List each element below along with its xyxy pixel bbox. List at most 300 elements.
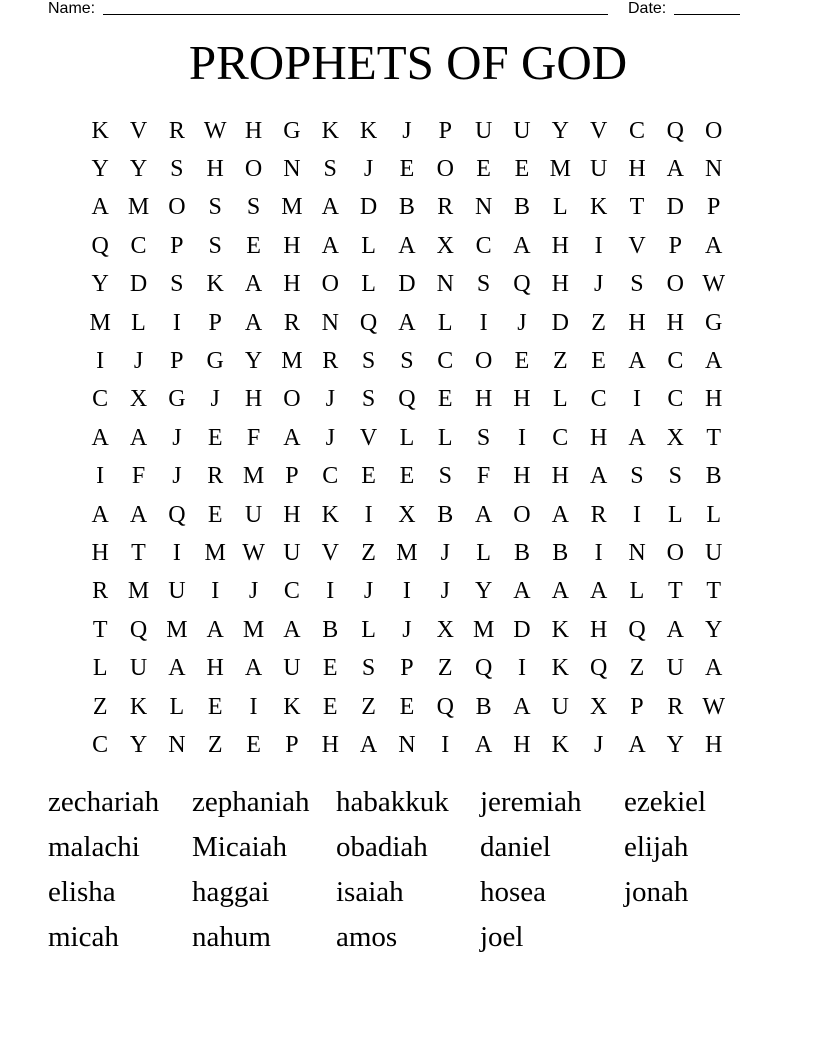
grid-letter: H bbox=[628, 309, 646, 336]
grid-letter: Z bbox=[207, 731, 223, 758]
grid-letter: E bbox=[207, 424, 223, 451]
grid-letter: T bbox=[629, 194, 645, 221]
grid-letter: S bbox=[400, 348, 414, 375]
word-bank-row bbox=[48, 825, 768, 870]
grid-letter: F bbox=[131, 463, 146, 490]
grid-letter: H bbox=[244, 117, 263, 144]
grid-letter: B bbox=[552, 539, 569, 566]
grid-letter: E bbox=[476, 156, 491, 183]
grid-letter: O bbox=[168, 194, 186, 221]
grid-letter: K bbox=[551, 731, 569, 758]
grid-row bbox=[81, 227, 733, 265]
grid-letter: J bbox=[402, 117, 412, 144]
grid-letter: X bbox=[589, 693, 608, 720]
grid-letter: S bbox=[438, 463, 452, 490]
grid-letter: J bbox=[593, 731, 604, 758]
grid-letter: S bbox=[246, 194, 261, 221]
grid-letter: I bbox=[172, 309, 181, 336]
grid-letter: Z bbox=[92, 693, 108, 720]
grid-letter: M bbox=[127, 578, 150, 605]
grid-letter: U bbox=[551, 693, 569, 720]
grid-letter: P bbox=[285, 463, 299, 490]
grid-letter: I bbox=[517, 424, 526, 451]
grid-letter: P bbox=[285, 731, 299, 758]
grid-letter: O bbox=[666, 539, 684, 566]
grid-letter: Z bbox=[361, 539, 376, 566]
grid-letter: L bbox=[476, 539, 491, 566]
word-bank-item: jonah bbox=[624, 876, 689, 908]
grid-letter: H bbox=[474, 386, 493, 413]
word-bank-item: zechariah bbox=[48, 786, 160, 818]
grid-letter: H bbox=[513, 731, 531, 758]
grid-letter: K bbox=[551, 655, 569, 682]
grid-letter: M bbox=[166, 616, 188, 643]
grid-letter: A bbox=[513, 578, 531, 605]
grid-letter: O bbox=[321, 271, 339, 298]
grid-letter: R bbox=[168, 117, 185, 144]
grid-letter: S bbox=[208, 194, 222, 221]
grid-letter: U bbox=[244, 501, 263, 528]
grid-letter: I bbox=[364, 501, 373, 528]
grid-letter: Z bbox=[437, 655, 453, 682]
grid-letter: C bbox=[130, 232, 147, 259]
grid-letter: L bbox=[552, 194, 568, 221]
grid-letter: H bbox=[283, 271, 301, 298]
grid-letter: A bbox=[244, 655, 263, 682]
grid-letter: A bbox=[398, 309, 416, 336]
grid-letter: I bbox=[211, 578, 220, 605]
grid-letter: L bbox=[361, 232, 376, 259]
grid-letter: R bbox=[667, 693, 684, 720]
grid-letter: E bbox=[591, 348, 606, 375]
grid-letter: E bbox=[246, 731, 261, 758]
grid-letter: P bbox=[170, 348, 184, 375]
grid-letter: Y bbox=[705, 616, 723, 643]
grid-letter: P bbox=[438, 117, 452, 144]
grid-letter: A bbox=[666, 156, 684, 183]
grid-letter: S bbox=[170, 156, 184, 183]
grid-letter: W bbox=[242, 539, 265, 566]
grid-letter: Z bbox=[552, 348, 568, 375]
grid-letter: R bbox=[207, 463, 224, 490]
grid-letter: A bbox=[474, 501, 493, 528]
grid-letter: Q bbox=[129, 616, 148, 643]
grid-letter: J bbox=[248, 578, 259, 605]
grid-letter: A bbox=[705, 232, 723, 259]
grid-letter: U bbox=[283, 539, 301, 566]
grid-letter: U bbox=[283, 655, 301, 682]
grid-letter: B bbox=[322, 616, 339, 643]
grid-row bbox=[81, 611, 733, 649]
grid-letter: S bbox=[170, 271, 184, 298]
grid-letter: R bbox=[283, 309, 300, 336]
grid-letter: D bbox=[513, 616, 531, 643]
word-bank-item: malachi bbox=[48, 831, 140, 863]
grid-letter: E bbox=[514, 156, 530, 183]
grid-letter: P bbox=[170, 232, 184, 259]
grid-letter: R bbox=[322, 348, 339, 375]
grid-letter: R bbox=[590, 501, 607, 528]
grid-letter: V bbox=[589, 117, 608, 144]
grid-letter: O bbox=[283, 386, 301, 413]
grid-letter: B bbox=[475, 693, 492, 720]
grid-letter: I bbox=[326, 578, 335, 605]
grid-letter: X bbox=[129, 386, 148, 413]
grid-letter: C bbox=[628, 117, 645, 144]
word-bank-row bbox=[48, 780, 768, 825]
grid-letter: X bbox=[436, 616, 454, 643]
grid-letter: A bbox=[513, 232, 531, 259]
word-bank-item: jeremiah bbox=[480, 786, 582, 818]
grid-letter: K bbox=[321, 501, 339, 528]
grid-letter: S bbox=[630, 463, 644, 490]
name-line bbox=[103, 14, 608, 15]
grid-letter: A bbox=[168, 655, 186, 682]
grid-letter: A bbox=[589, 463, 608, 490]
grid-letter: A bbox=[129, 501, 148, 528]
grid-letter: A bbox=[91, 194, 109, 221]
grid-letter: A bbox=[551, 501, 569, 528]
grid-letter: I bbox=[441, 731, 450, 758]
grid-letter: D bbox=[666, 194, 684, 221]
grid-letter: H bbox=[244, 386, 263, 413]
grid-row bbox=[81, 726, 733, 764]
grid-letter: J bbox=[440, 578, 450, 605]
grid-letter: Q bbox=[589, 655, 608, 682]
grid-letter: N bbox=[628, 539, 646, 566]
grid-letter: U bbox=[513, 117, 531, 144]
grid-letter: I bbox=[172, 539, 181, 566]
grid-letter: O bbox=[474, 348, 493, 375]
grid-letter: H bbox=[206, 156, 224, 183]
grid-letter: J bbox=[363, 156, 374, 183]
grid-letter: S bbox=[361, 386, 376, 413]
word-bank-item: nahum bbox=[192, 921, 271, 953]
grid-letter: N bbox=[321, 309, 339, 336]
grid-letter: J bbox=[593, 271, 604, 298]
grid-letter: C bbox=[475, 232, 492, 259]
grid-letter: S bbox=[476, 271, 491, 298]
grid-letter: I bbox=[402, 578, 411, 605]
grid-letter: T bbox=[706, 424, 721, 451]
word-bank-item: habakkuk bbox=[336, 786, 449, 818]
grid-letter: Q bbox=[91, 232, 109, 259]
grid-letter: C bbox=[92, 386, 109, 413]
grid-letter: Y bbox=[129, 156, 148, 183]
grid-letter: S bbox=[476, 424, 491, 451]
word-bank-item: micah bbox=[48, 921, 119, 953]
grid-letter: N bbox=[705, 156, 723, 183]
grid-letter: A bbox=[628, 424, 646, 451]
grid-letter: H bbox=[283, 232, 301, 259]
grid-letter: K bbox=[206, 271, 224, 298]
grid-letter: W bbox=[702, 693, 725, 720]
grid-row bbox=[81, 534, 733, 572]
word-bank-item: daniel bbox=[480, 831, 551, 863]
grid-letter: S bbox=[361, 655, 376, 682]
grid-letter: Q bbox=[666, 117, 684, 144]
grid-letter: A bbox=[628, 348, 646, 375]
grid-letter: M bbox=[549, 156, 571, 183]
grid-letter: S bbox=[208, 232, 222, 259]
grid-letter: U bbox=[589, 156, 608, 183]
grid-letter: J bbox=[325, 424, 335, 451]
grid-letter: L bbox=[361, 616, 376, 643]
grid-letter: F bbox=[476, 463, 491, 490]
grid-letter: H bbox=[283, 501, 301, 528]
grid-letter: A bbox=[359, 731, 378, 758]
grid-letter: D bbox=[129, 271, 148, 298]
grid-letter: S bbox=[668, 463, 682, 490]
grid-letter: A bbox=[321, 194, 339, 221]
page-title: PROPHETS OF GOD bbox=[188, 35, 628, 90]
grid-letter: J bbox=[172, 424, 182, 451]
grid-letter: I bbox=[632, 386, 641, 413]
grid-row bbox=[81, 266, 733, 304]
grid-letter: R bbox=[92, 578, 109, 605]
grid-letter: K bbox=[359, 117, 378, 144]
grid-letter: J bbox=[325, 386, 335, 413]
grid-letter: A bbox=[91, 424, 109, 451]
grid-letter: U bbox=[474, 117, 493, 144]
grid-letter: J bbox=[517, 309, 527, 336]
grid-letter: N bbox=[283, 156, 301, 183]
grid-letter: U bbox=[129, 655, 148, 682]
grid-letter: B bbox=[398, 194, 415, 221]
grid-letter: K bbox=[283, 693, 301, 720]
grid-letter: M bbox=[204, 539, 226, 566]
grid-letter: L bbox=[399, 424, 415, 451]
grid-letter: C bbox=[667, 386, 684, 413]
grid-letter: K bbox=[321, 117, 339, 144]
word-bank-item: haggai bbox=[192, 876, 270, 908]
grid-letter: H bbox=[321, 731, 339, 758]
grid-letter: E bbox=[207, 501, 223, 528]
grid-letter: P bbox=[208, 309, 222, 336]
grid-letter: V bbox=[359, 424, 378, 451]
grid-letter: A bbox=[283, 424, 301, 451]
grid-letter: C bbox=[667, 348, 684, 375]
grid-letter: I bbox=[96, 348, 105, 375]
grid-letter: G bbox=[283, 117, 301, 144]
grid-letter: H bbox=[589, 424, 608, 451]
word-bank-item: joel bbox=[480, 921, 524, 953]
grid-letter: D bbox=[398, 271, 416, 298]
grid-letter: J bbox=[172, 463, 182, 490]
grid-letter: J bbox=[210, 386, 220, 413]
grid-letter: H bbox=[513, 386, 531, 413]
grid-letter: D bbox=[551, 309, 569, 336]
grid-letter: Y bbox=[244, 348, 263, 375]
word-bank-row bbox=[48, 915, 768, 960]
grid-letter: H bbox=[705, 386, 723, 413]
grid-letter: N bbox=[398, 731, 416, 758]
grid-letter: G bbox=[168, 386, 186, 413]
grid-letter: I bbox=[594, 232, 603, 259]
grid-row bbox=[81, 342, 733, 380]
grid-letter: N bbox=[474, 194, 493, 221]
grid-letter: Z bbox=[629, 655, 645, 682]
grid-letter: J bbox=[402, 616, 412, 643]
grid-letter: C bbox=[92, 731, 109, 758]
grid-letter: N bbox=[168, 731, 186, 758]
grid-letter: L bbox=[169, 693, 185, 720]
grid-letter: E bbox=[399, 156, 415, 183]
grid-letter: H bbox=[666, 309, 684, 336]
grid-letter: G bbox=[705, 309, 723, 336]
grid-letter: H bbox=[551, 463, 569, 490]
grid-letter: L bbox=[552, 386, 568, 413]
grid-letter: H bbox=[551, 271, 569, 298]
grid-letter: C bbox=[322, 463, 339, 490]
worksheet-header bbox=[0, 0, 816, 20]
grid-row bbox=[81, 189, 733, 227]
grid-letter: J bbox=[440, 539, 450, 566]
date-label: Date: bbox=[628, 0, 667, 17]
grid-letter: A bbox=[589, 578, 608, 605]
word-bank-item: isaiah bbox=[336, 876, 404, 908]
grid-letter: E bbox=[246, 232, 261, 259]
grid-letter: I bbox=[479, 309, 488, 336]
grid-letter: A bbox=[321, 232, 339, 259]
grid-letter: M bbox=[281, 194, 303, 221]
grid-letter: Q bbox=[398, 386, 416, 413]
grid-letter: U bbox=[705, 539, 723, 566]
grid-letter: B bbox=[513, 539, 530, 566]
grid-letter: P bbox=[630, 693, 644, 720]
grid-letter: A bbox=[705, 655, 723, 682]
grid-letter: B bbox=[705, 463, 722, 490]
grid-letter: S bbox=[630, 271, 644, 298]
grid-row bbox=[81, 496, 733, 534]
grid-letter: A bbox=[666, 616, 684, 643]
grid-letter: B bbox=[513, 194, 530, 221]
word-bank-item: elisha bbox=[48, 876, 116, 908]
grid-letter: C bbox=[552, 424, 569, 451]
grid-letter: G bbox=[206, 348, 224, 375]
grid-letter: H bbox=[589, 616, 608, 643]
grid-letter: C bbox=[590, 386, 607, 413]
grid-row bbox=[81, 304, 733, 342]
grid-letter: U bbox=[168, 578, 186, 605]
word-bank-item: amos bbox=[336, 921, 398, 953]
grid-row bbox=[81, 150, 733, 188]
grid-letter: Y bbox=[91, 271, 109, 298]
word-bank-item: hosea bbox=[480, 876, 547, 908]
grid-letter: V bbox=[321, 539, 339, 566]
grid-letter: E bbox=[514, 348, 530, 375]
word-bank-item: zephaniah bbox=[192, 786, 310, 818]
grid-letter: W bbox=[203, 117, 227, 144]
grid-letter: L bbox=[437, 424, 453, 451]
grid-letter: U bbox=[666, 655, 684, 682]
grid-letter: M bbox=[281, 348, 303, 375]
grid-row bbox=[81, 573, 733, 611]
grid-letter: N bbox=[436, 271, 454, 298]
grid-letter: M bbox=[242, 616, 265, 643]
grid-row bbox=[81, 458, 733, 496]
grid-letter: K bbox=[589, 194, 608, 221]
grid-letter: X bbox=[436, 232, 454, 259]
grid-row bbox=[81, 688, 733, 726]
grid-letter: I bbox=[632, 501, 641, 528]
grid-letter: A bbox=[91, 501, 109, 528]
grid-letter: Y bbox=[91, 156, 109, 183]
grid-letter: H bbox=[705, 731, 723, 758]
grid-row bbox=[81, 381, 733, 419]
grid-letter: X bbox=[398, 501, 416, 528]
grid-letter: W bbox=[702, 271, 725, 298]
grid-letter: A bbox=[129, 424, 148, 451]
grid-letter: T bbox=[667, 578, 683, 605]
grid-letter: M bbox=[127, 194, 150, 221]
grid-letter: M bbox=[472, 616, 495, 643]
grid-letter: T bbox=[131, 539, 146, 566]
grid-letter: A bbox=[206, 616, 224, 643]
grid-letter: C bbox=[437, 348, 454, 375]
grid-letter: E bbox=[322, 693, 338, 720]
grid-letter: X bbox=[666, 424, 684, 451]
grid-letter: K bbox=[129, 693, 148, 720]
word-bank-item: ezekiel bbox=[624, 786, 707, 818]
grid-row bbox=[81, 649, 733, 687]
grid-letter: A bbox=[705, 348, 723, 375]
grid-letter: Q bbox=[168, 501, 186, 528]
word-bank-item: obadiah bbox=[336, 831, 428, 863]
grid-letter: S bbox=[323, 156, 337, 183]
grid-letter: P bbox=[400, 655, 414, 682]
grid-letter: A bbox=[244, 271, 263, 298]
word-bank bbox=[48, 780, 768, 960]
grid-letter: V bbox=[628, 232, 646, 259]
grid-letter: M bbox=[242, 463, 265, 490]
grid-row bbox=[81, 112, 733, 150]
grid-letter: L bbox=[131, 309, 146, 336]
grid-letter: V bbox=[129, 117, 148, 144]
grid-letter: L bbox=[667, 501, 683, 528]
name-label: Name: bbox=[48, 0, 96, 17]
grid-letter: H bbox=[91, 539, 109, 566]
grid-letter: Y bbox=[666, 731, 684, 758]
word-bank-row bbox=[48, 870, 768, 915]
grid-letter: Z bbox=[591, 309, 606, 336]
grid-letter: O bbox=[513, 501, 531, 528]
grid-letter: O bbox=[666, 271, 684, 298]
grid-letter: Y bbox=[129, 731, 148, 758]
word-bank-item: Micaiah bbox=[192, 831, 288, 863]
grid-letter: A bbox=[244, 309, 263, 336]
grid-letter: F bbox=[246, 424, 261, 451]
grid-letter: Z bbox=[361, 693, 376, 720]
grid-letter: A bbox=[398, 232, 416, 259]
grid-letter: I bbox=[249, 693, 258, 720]
grid-letter: J bbox=[363, 578, 374, 605]
grid-letter: S bbox=[361, 348, 376, 375]
grid-letter: E bbox=[399, 693, 415, 720]
grid-letter: H bbox=[513, 463, 531, 490]
grid-letter: I bbox=[594, 539, 603, 566]
grid-letter: K bbox=[91, 117, 109, 144]
grid-letter: A bbox=[551, 578, 569, 605]
grid-letter: R bbox=[437, 194, 454, 221]
grid-letter: Q bbox=[359, 309, 378, 336]
grid-letter: E bbox=[399, 463, 415, 490]
grid-letter: M bbox=[89, 309, 111, 336]
grid-letter: P bbox=[668, 232, 682, 259]
word-bank-item: elijah bbox=[624, 831, 689, 863]
grid-letter: L bbox=[92, 655, 108, 682]
grid-row bbox=[81, 419, 733, 457]
